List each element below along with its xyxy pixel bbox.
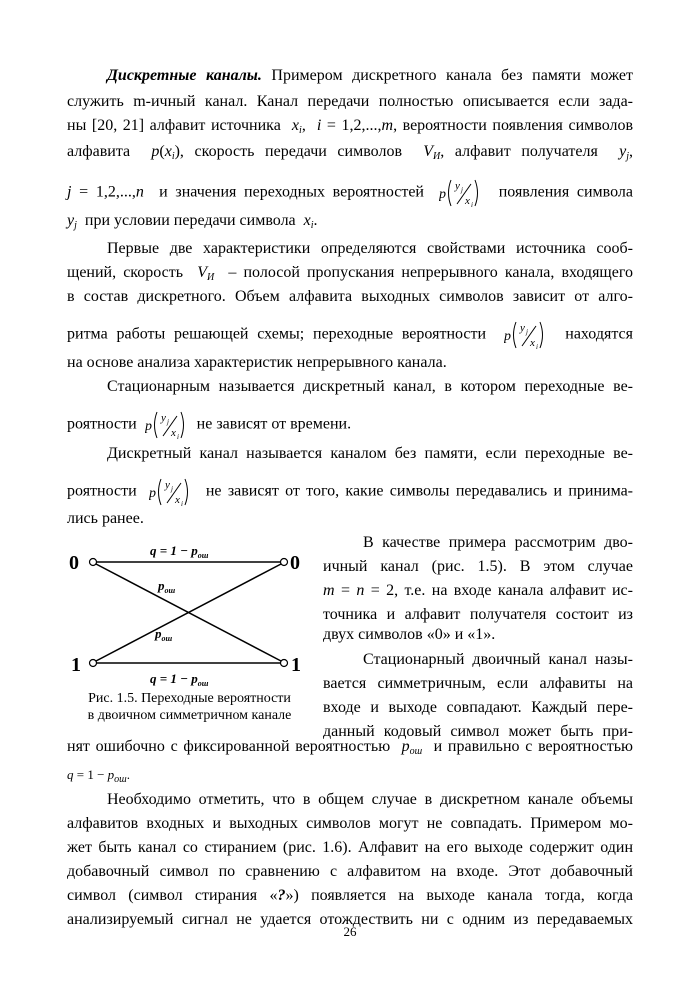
- p5-line5: двух символов «0» и «1».: [323, 626, 496, 643]
- p6-line3: жет быть канал со стиранием (рис. 1.6). Алфавит на его выходе содержит один: [67, 839, 633, 856]
- p6-line2: алфавитов входных и выходных символов могут не совпадать. Примером мо-: [67, 815, 633, 832]
- p4-line2: роятности p y j x i не зависят от того, какие символы передавались и принима-: [67, 475, 633, 509]
- p4-line3: лись ранее.: [67, 510, 144, 527]
- transition-probability-formula: [149, 475, 193, 509]
- input-symbol-1: 1: [71, 654, 81, 676]
- p3-line1: Стационарным называется дискретный канал, в котором переходные ве-: [107, 378, 633, 395]
- binary-symmetric-channel-diagram: [67, 538, 317, 688]
- svg-text:y: y: [455, 180, 461, 192]
- transition-probability-formula: [439, 176, 483, 210]
- p5-line8: входе и выходе совпадают. Каждый пере-: [323, 699, 633, 716]
- p3-line2: роятности p y j x i не зависят от времени.: [67, 408, 633, 442]
- svg-text:x: x: [175, 494, 181, 506]
- p5-line1: В качестве примера рассмотрим дво-: [363, 534, 633, 551]
- p1-line3: ны [20, 21] алфавит источника $x_i$, i = 1,2,...,m, вероятности появления символов: [67, 117, 634, 136]
- output-symbol-1: 1: [291, 654, 301, 676]
- svg-text:x: x: [170, 427, 176, 439]
- svg-text:i: i: [535, 343, 538, 351]
- bottom-edge-label: $q = 1 - p_{ош}$: [150, 671, 209, 688]
- p1-line2: служить m-ичный канал. Канал передачи полностью описывается если зада-: [67, 93, 633, 110]
- svg-text:y: y: [165, 479, 171, 491]
- p5-line11: $q = 1 - p_{ош}$.: [67, 767, 130, 785]
- figure-caption: Рис. 1.5. Переходные вероятности в двоичном симметричном канале: [87, 691, 292, 723]
- svg-text:p: p: [439, 187, 447, 202]
- p1-line4: алфавита $p(x_i)$, скорость передачи символов $V_И$, алфавит получателя $y_j$,: [67, 143, 634, 162]
- svg-text:j: j: [461, 186, 464, 194]
- p2-line1: Первые две характеристики определяются свойствами источника сооб-: [107, 240, 633, 257]
- p5-line6: Стационарный двоичный канал назы-: [363, 651, 633, 668]
- cross-upper-label: $p_{ош}$: [158, 578, 176, 595]
- p5-line7: вается симметричным, если алфавиты на: [323, 675, 633, 692]
- p2-line5: на основе анализа характеристик непрерывного канала.: [67, 354, 447, 371]
- svg-text:x: x: [529, 337, 535, 349]
- p6-line1: Необходимо отметить, что в общем случае в дискретном канале объемы: [107, 791, 633, 808]
- svg-text:y: y: [160, 412, 166, 424]
- svg-text:p: p: [144, 419, 152, 434]
- cross-lower-label: $p_{ош}$: [155, 626, 173, 643]
- top-edge-label: $q = 1 - p_{ош}$: [150, 543, 209, 560]
- p5-line3: m = n = 2, т.е. на входе канала алфавит ис-: [323, 582, 633, 599]
- svg-text:p: p: [149, 486, 157, 501]
- p1-line6: $y_j$ при условии передачи символа $x_i$.: [67, 212, 318, 231]
- p1-line1: Дискретные каналы. Примером дискретного канала без памяти может: [107, 67, 634, 84]
- p5-line9: данный кодовый символ может быть при-: [323, 723, 633, 740]
- p1-line5: j = 1,2,...,n и значения переходных вероятностей p y j x i появления символа: [67, 176, 633, 210]
- p2-line4: ритма работы решающей схемы; переходные вероятности p y j x i находятся: [67, 318, 633, 352]
- svg-text:j: j: [166, 418, 169, 426]
- p6-line5: символ (символ стирания «?») появляется на выходе канала тогда, когда: [67, 887, 633, 904]
- svg-text:j: j: [525, 328, 528, 336]
- svg-text:p: p: [503, 329, 511, 344]
- svg-text:x: x: [465, 195, 471, 207]
- p2-line3: в состав дискретного. Объем алфавита выходных символов зависит от алго-: [67, 288, 633, 305]
- svg-text:i: i: [471, 201, 474, 209]
- p6-line4: добавочный символ по сравнению с алфавитом на входе. Этот добавочный: [67, 863, 633, 880]
- p5-line2: ичный канал (рис. 1.5). В этом случае: [323, 558, 633, 575]
- transition-probability-formula: [145, 408, 189, 442]
- p2-line2: щений, скорость $V_И$ – полосой пропускания непрерывного канала, входящего: [67, 264, 634, 283]
- svg-text:i: i: [181, 500, 184, 508]
- transition-probability-formula: [504, 318, 548, 352]
- p4-line1: Дискретный канал называется каналом без памяти, если переходные ве-: [107, 445, 633, 462]
- p5-line10: нят ошибочно с фиксированной вероятностью $p_{ош}$ и правильно с вероятностью: [67, 738, 634, 757]
- svg-text:i: i: [176, 433, 179, 441]
- svg-text:j: j: [171, 485, 174, 493]
- input-symbol-0: 0: [69, 552, 79, 574]
- p6-line6: анализируемый сигнал не удается отождествить ни с одним из передаваемых: [67, 911, 633, 928]
- p5-line4: точника и алфавит получателя состоит из: [323, 606, 633, 623]
- output-symbol-0: 0: [290, 552, 300, 574]
- svg-text:y: y: [519, 322, 525, 334]
- page-number: 26: [343, 924, 357, 939]
- section-title: Дискретные каналы.: [107, 67, 262, 84]
